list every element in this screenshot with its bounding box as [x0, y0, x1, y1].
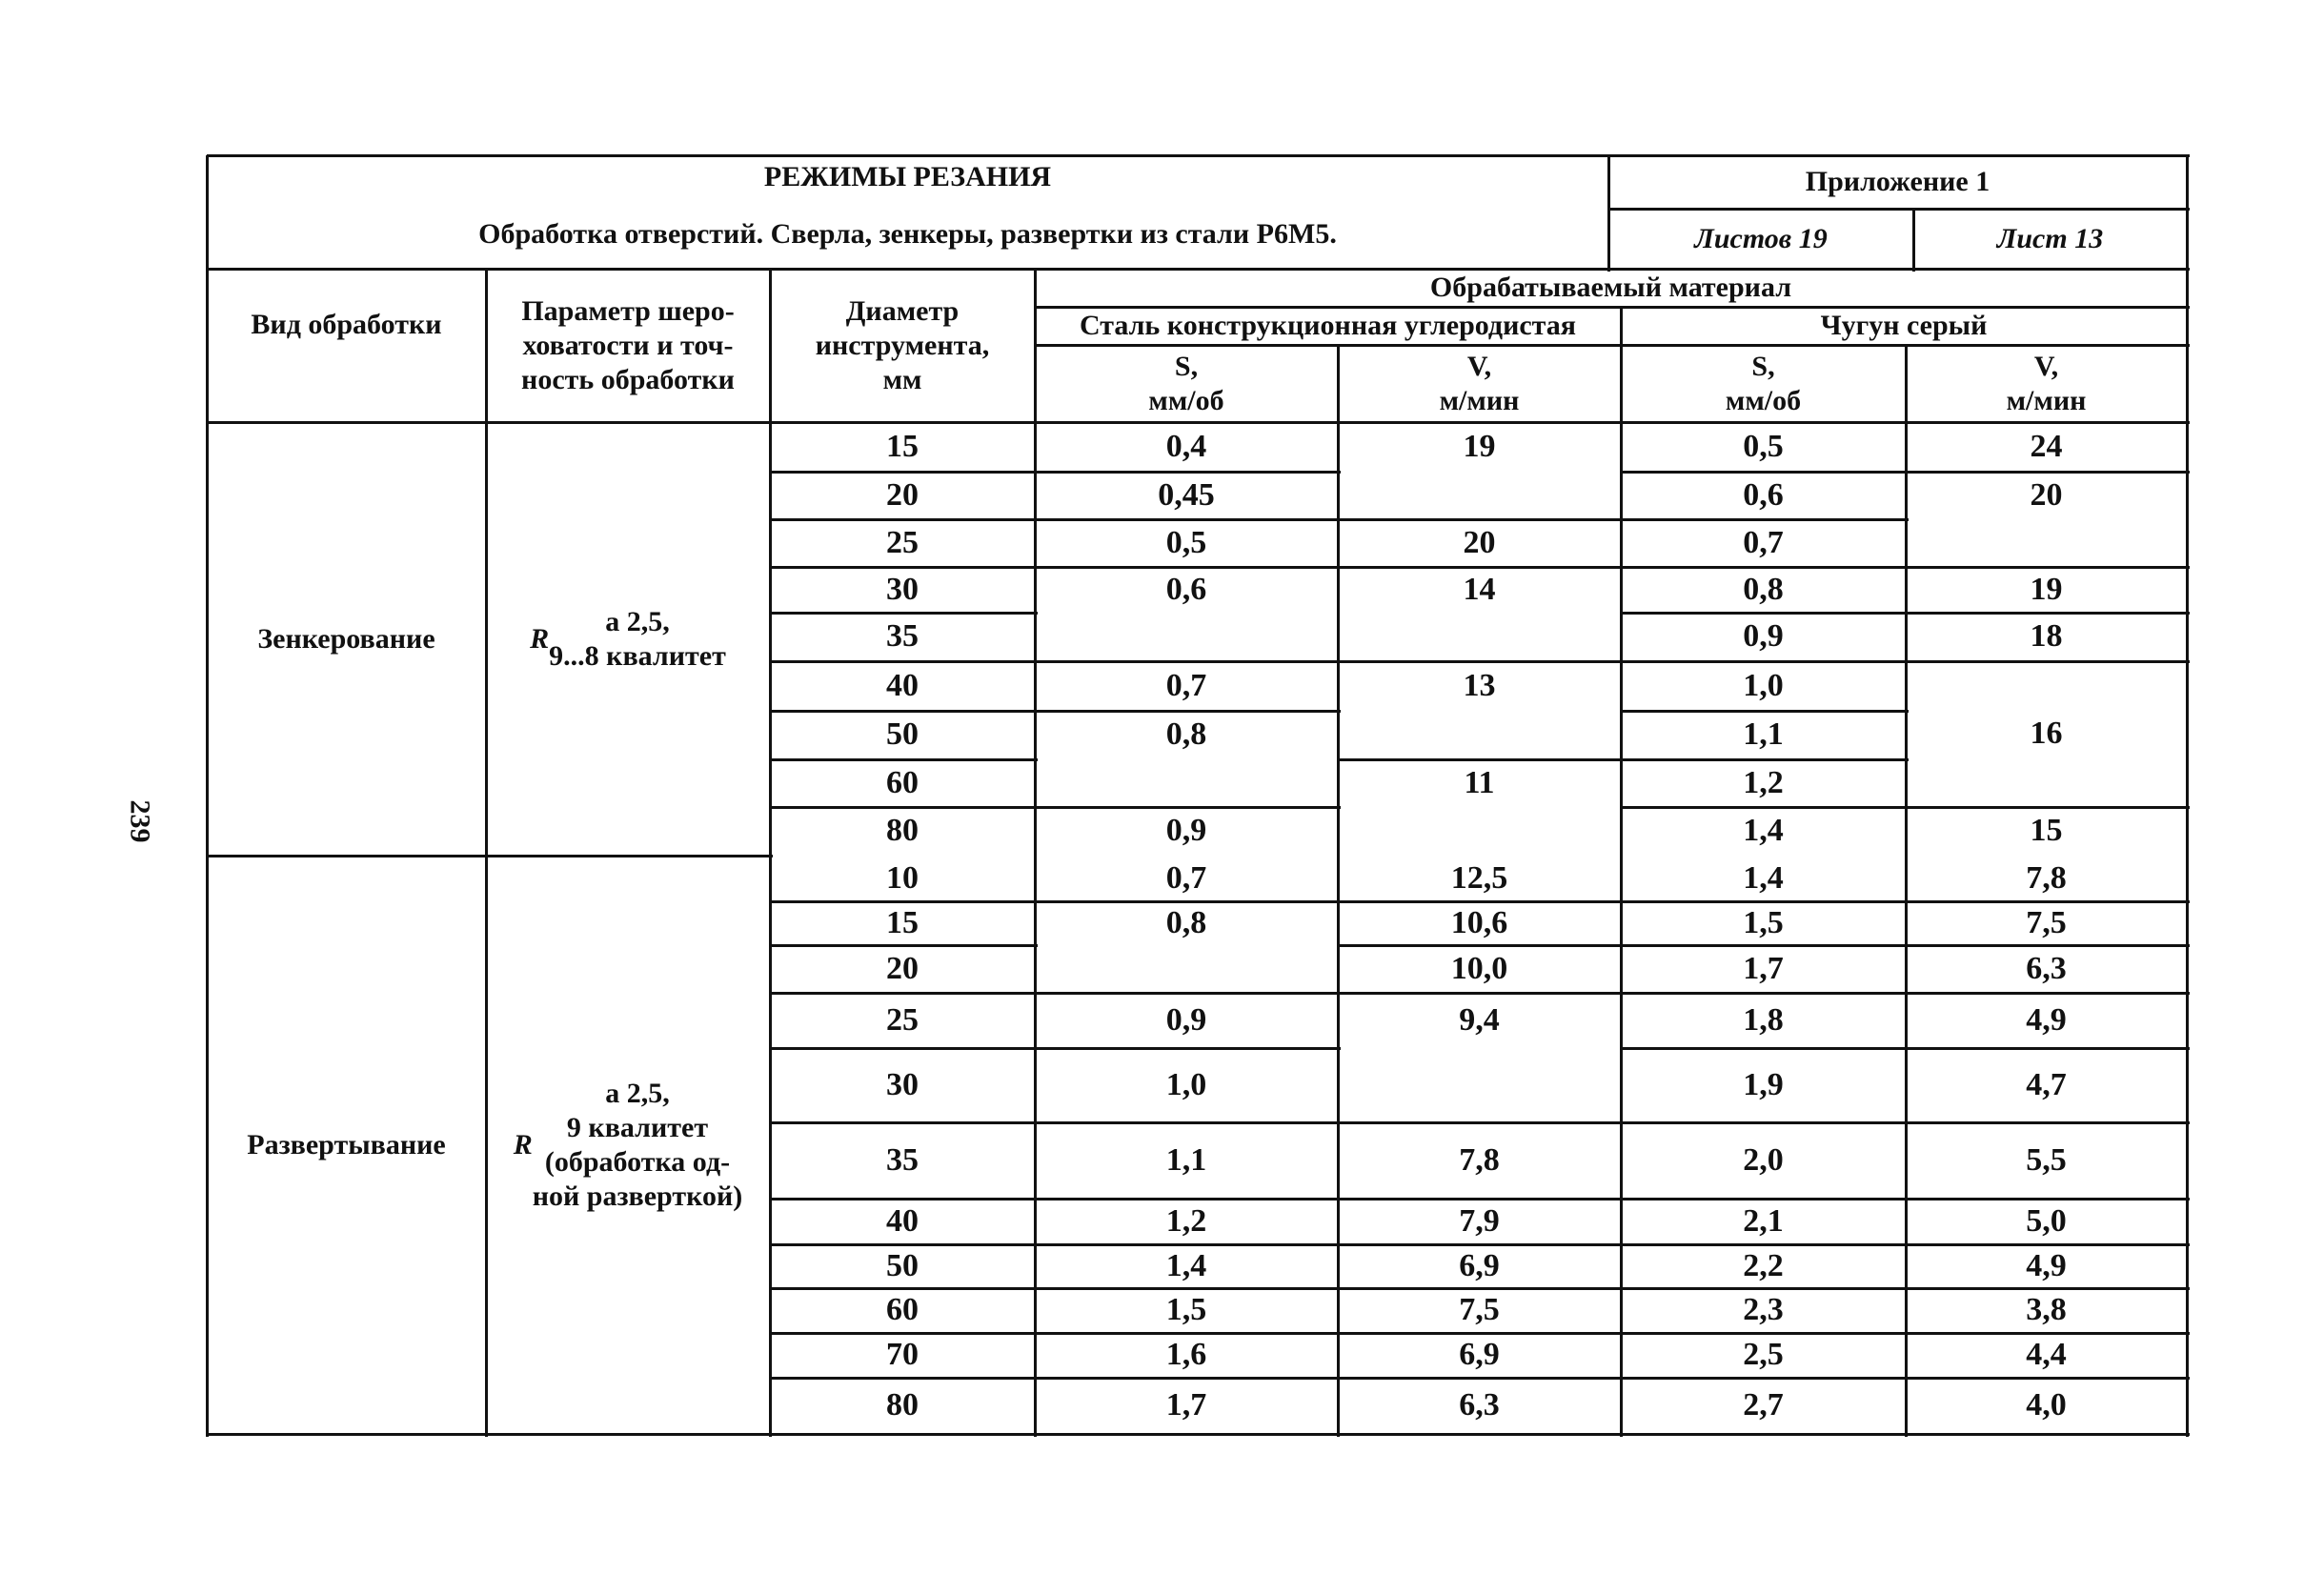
steel-v-value: 19 — [1463, 428, 1496, 464]
steel-v-value: 14 — [1463, 571, 1496, 607]
iron-s-value: 1,7 — [1743, 950, 1784, 986]
steel-v-value: 10,0 — [1450, 950, 1508, 986]
iron-v-value: 5,5 — [2026, 1141, 2067, 1178]
iron-s-value: 2,3 — [1743, 1292, 1784, 1328]
diameters-value: 50 — [886, 716, 919, 753]
col-header-material: Обрабатываемый материал — [1429, 272, 1792, 303]
iron-s-value: 1,9 — [1743, 1066, 1784, 1102]
iron-v-value: 7,5 — [2026, 904, 2067, 940]
diameters-value: 70 — [886, 1337, 919, 1373]
iron-v-value: 15 — [2030, 813, 2063, 849]
steel-s-value: 1,5 — [1165, 1292, 1207, 1328]
iron-s-value: 1,4 — [1743, 813, 1784, 849]
diameters-value: 50 — [886, 1247, 919, 1283]
iron-v-value: 7,8 — [2026, 859, 2067, 896]
iron-v-value: 6,3 — [2026, 950, 2067, 986]
col-header-iron-s: S, мм/об — [1725, 350, 1802, 416]
diameters-value: 35 — [886, 618, 919, 655]
steel-v-value: 10,6 — [1450, 904, 1508, 940]
iron-v-value: 5,0 — [2026, 1202, 2067, 1239]
steel-v-value: 13 — [1463, 667, 1496, 703]
iron-s-value: 2,1 — [1743, 1202, 1784, 1239]
iron-v-value: 20 — [2030, 476, 2063, 513]
iron-s-value: 0,8 — [1743, 571, 1784, 607]
steel-s-value: 0,9 — [1165, 813, 1207, 849]
steel-s-value: 1,4 — [1165, 1247, 1207, 1283]
steel-s-value: 0,7 — [1165, 667, 1207, 703]
iron-v-value: 19 — [2030, 571, 2063, 607]
diameters-value: 10 — [886, 859, 919, 896]
col-header-roughness: Параметр шеро- ховатости и точ- ность обработки — [521, 294, 735, 395]
diameters-value: 15 — [886, 428, 919, 464]
diameters-value: 20 — [886, 950, 919, 986]
steel-s-value: 0,9 — [1165, 1001, 1207, 1038]
iron-s-value: 1,2 — [1743, 764, 1784, 800]
col-header-iron: Чугун серый — [1820, 310, 1988, 341]
iron-s-value: 1,0 — [1743, 667, 1784, 703]
steel-v-value: 7,9 — [1459, 1202, 1500, 1239]
steel-s-value: 1,6 — [1165, 1337, 1207, 1373]
steel-s-value: 0,6 — [1165, 571, 1207, 607]
steel-v-value: 6,3 — [1459, 1387, 1500, 1423]
steel-v-value: 7,8 — [1459, 1141, 1500, 1178]
operation-label: Зенкерование — [257, 622, 435, 655]
roughness-label: R a 2,5, 9...8 квалитет — [530, 605, 726, 672]
iron-v-value: 3,8 — [2026, 1292, 2067, 1328]
iron-s-value: 2,2 — [1743, 1247, 1784, 1283]
steel-s-value: 1,1 — [1165, 1141, 1207, 1178]
col-header-steel-v: V, м/мин — [1439, 350, 1520, 416]
col-header-steel-s: S, мм/об — [1148, 350, 1224, 416]
steel-s-value: 0,45 — [1158, 476, 1215, 513]
steel-v-value: 7,5 — [1459, 1292, 1500, 1328]
diameters-value: 60 — [886, 764, 919, 800]
iron-s-value: 1,8 — [1743, 1001, 1784, 1038]
iron-s-value: 2,0 — [1743, 1141, 1784, 1178]
diameters-value: 20 — [886, 476, 919, 513]
iron-s-value: 0,7 — [1743, 524, 1784, 560]
iron-s-value: 0,9 — [1743, 618, 1784, 655]
steel-s-value: 0,4 — [1165, 428, 1207, 464]
page-number: 239 — [124, 799, 156, 843]
sheet-current: Лист 13 — [1996, 222, 2104, 254]
steel-v-value: 12,5 — [1450, 859, 1508, 896]
steel-s-value: 0,8 — [1165, 904, 1207, 940]
operation-label: Развертывание — [247, 1128, 446, 1160]
steel-v-value: 20 — [1463, 524, 1496, 560]
page-title: РЕЖИМЫ РЕЗАНИЯ — [763, 161, 1052, 192]
diameters-value: 80 — [886, 1387, 919, 1423]
iron-s-value: 0,5 — [1743, 428, 1784, 464]
steel-s-value: 0,8 — [1165, 716, 1207, 753]
sheets-total: Листов 19 — [1694, 222, 1828, 254]
steel-v-value: 9,4 — [1459, 1001, 1500, 1038]
diameters-value: 25 — [886, 524, 919, 560]
steel-s-value: 1,0 — [1165, 1066, 1207, 1102]
diameters-value: 25 — [886, 1001, 919, 1038]
col-header-operation: Вид обработки — [251, 309, 442, 340]
steel-s-value: 0,7 — [1165, 859, 1207, 896]
steel-s-value: 1,2 — [1165, 1202, 1207, 1239]
steel-s-value: 1,7 — [1165, 1387, 1207, 1423]
iron-v-value: 4,4 — [2026, 1337, 2067, 1373]
diameters-value: 60 — [886, 1292, 919, 1328]
iron-s-value: 1,1 — [1743, 716, 1784, 753]
iron-v-value: 4,9 — [2026, 1001, 2067, 1038]
steel-v-value: 6,9 — [1459, 1337, 1500, 1373]
col-header-iron-v: V, м/мин — [2006, 350, 2087, 416]
iron-v-value: 24 — [2030, 428, 2063, 464]
diameters-value: 15 — [886, 904, 919, 940]
diameters-value: 40 — [886, 1202, 919, 1239]
iron-s-value: 1,5 — [1743, 904, 1784, 940]
appendix-label: Приложение 1 — [1805, 166, 1991, 197]
roughness-label: R a 2,5, 9 квалитет (обработка од- ной разверткой) — [513, 1077, 743, 1212]
iron-s-value: 1,4 — [1743, 859, 1784, 896]
diameters-value: 30 — [886, 1066, 919, 1102]
steel-s-value: 0,5 — [1165, 524, 1207, 560]
iron-v-value: 16 — [2030, 716, 2063, 752]
diameters-value: 40 — [886, 667, 919, 703]
iron-v-value: 4,9 — [2026, 1247, 2067, 1283]
steel-v-value: 6,9 — [1459, 1247, 1500, 1283]
iron-s-value: 2,7 — [1743, 1387, 1784, 1423]
diameters-value: 30 — [886, 571, 919, 607]
diameters-value: 35 — [886, 1141, 919, 1178]
page-subtitle: Обработка отверстий. Сверла, зенкеры, развертки из стали Р6М5. — [478, 217, 1337, 250]
col-header-steel: Сталь конструкционная углеродистая — [1079, 310, 1577, 341]
steel-v-value: 11 — [1464, 764, 1495, 800]
iron-v-value: 4,7 — [2026, 1066, 2067, 1102]
iron-v-value: 4,0 — [2026, 1387, 2067, 1423]
iron-s-value: 0,6 — [1743, 476, 1784, 513]
iron-v-value: 18 — [2030, 618, 2063, 655]
iron-s-value: 2,5 — [1743, 1337, 1784, 1373]
diameters-value: 80 — [886, 813, 919, 849]
col-header-diameter: Диаметр инструмента, мм — [815, 294, 990, 395]
